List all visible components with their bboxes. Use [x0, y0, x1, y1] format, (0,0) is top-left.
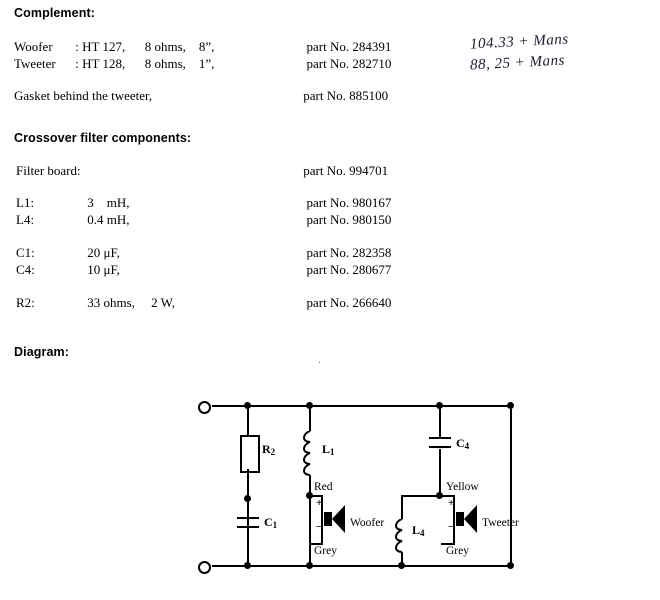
- complement-row-label: Gasket behind the tweeter,: [14, 88, 153, 103]
- handwritten-note-2: 88, 25 + Mans: [469, 52, 566, 74]
- crossover-row-label: L4:: [16, 212, 35, 227]
- wire-r2-top: [247, 405, 249, 435]
- crossover-row-label: L1:: [16, 195, 35, 210]
- inductor-l4: [394, 519, 410, 555]
- label-red-wire: Red: [314, 481, 333, 493]
- crossover-row-part: part No. 980150: [306, 212, 392, 227]
- label-l4: $L_4$: [412, 523, 425, 538]
- handwritten-note-1: 104.33 + Mans: [469, 31, 570, 53]
- crossover-row-value: 33 ohms, 2 W,: [87, 295, 176, 310]
- crossover-row-value: 0.4 mH,: [87, 212, 130, 227]
- complement-row-part: part No. 284391: [306, 39, 392, 54]
- complement-row: [14, 88, 388, 104]
- crossover-row-part: part No. 282358: [306, 245, 392, 260]
- wire-c4-top: [439, 405, 441, 437]
- complement-row-label: Woofer: [14, 39, 53, 54]
- junction-dot: [398, 562, 405, 569]
- diagram-heading: Diagram:: [14, 345, 69, 359]
- label-grey-wire-right: Grey: [446, 545, 469, 557]
- crossover-row: [16, 245, 391, 261]
- wire-bottom-rail: [212, 565, 512, 567]
- crossover-row-value: 10 μF,: [87, 262, 120, 277]
- complement-row-spec: : HT 128, 8 ohms, 1”,: [75, 56, 215, 71]
- label-grey-wire-left: Grey: [314, 545, 337, 557]
- polarity-minus-tweeter: −: [448, 521, 455, 533]
- crossover-row: [16, 295, 391, 311]
- crossover-row: [16, 262, 391, 278]
- crossover-row-part: part No. 994701: [303, 163, 389, 178]
- inductor-l1: [302, 431, 318, 477]
- wire-right-rail: [510, 405, 512, 567]
- crossover-row-part: part No. 980167: [306, 195, 392, 210]
- label-c1: $C_1$: [264, 515, 278, 530]
- junction-dot: [306, 562, 313, 569]
- crossover-row-value: 20 μF,: [87, 245, 120, 260]
- crossover-circuit-diagram: [190, 395, 610, 585]
- crossover-row-label: Filter board:: [16, 163, 81, 178]
- label-l1: $L_1$: [322, 442, 335, 457]
- polarity-plus-woofer: +: [316, 497, 323, 509]
- junction-dot: [507, 402, 514, 409]
- wire-c4-bottom: [439, 449, 441, 495]
- complement-row: [14, 39, 391, 55]
- input-terminal-negative: [198, 561, 211, 574]
- junction-dot: [306, 492, 313, 499]
- crossover-row-part: part No. 280677: [306, 262, 392, 277]
- crossover-heading: Crossover filter components:: [14, 131, 192, 145]
- crossover-row: [16, 195, 391, 211]
- stray-mark: ·: [318, 358, 322, 369]
- label-woofer: Woofer: [350, 517, 385, 529]
- complement-row-spec: : HT 127, 8 ohms, 8”,: [75, 39, 215, 54]
- label-yellow-wire: Yellow: [446, 481, 479, 493]
- crossover-row-label: C1:: [16, 245, 35, 260]
- junction-dot: [244, 402, 251, 409]
- speaker-tweeter-icon: [455, 503, 479, 535]
- wire-l1-bottom: [309, 475, 311, 565]
- junction-dot: [436, 402, 443, 409]
- speaker-woofer-icon: [323, 503, 347, 535]
- junction-dot: [436, 492, 443, 499]
- resistor-r2: [240, 435, 260, 473]
- wire-top-rail: [212, 405, 512, 407]
- label-tweeter: Tweeter: [482, 517, 519, 529]
- polarity-minus-woofer: −: [316, 521, 323, 533]
- junction-dot: [244, 562, 251, 569]
- complement-row-part: part No. 885100: [303, 88, 389, 103]
- crossover-row-part: part No. 266640: [306, 295, 392, 310]
- crossover-row: [16, 163, 388, 179]
- label-c4: $C_4$: [456, 436, 470, 451]
- complement-heading: Complement:: [14, 6, 95, 20]
- complement-row-label: Tweeter: [14, 56, 56, 71]
- crossover-row: [16, 212, 391, 228]
- junction-dot: [244, 495, 251, 502]
- crossover-row-label: C4:: [16, 262, 35, 277]
- label-r2: $R_2$: [262, 442, 276, 457]
- wire-l4-top: [401, 495, 441, 497]
- crossover-row-value: 3 mH,: [87, 195, 130, 210]
- junction-dot: [306, 402, 313, 409]
- complement-row-part: part No. 282710: [306, 56, 392, 71]
- wire-l4-upper: [401, 495, 403, 519]
- capacitor-c4: [429, 437, 451, 449]
- capacitor-c1: [237, 517, 259, 529]
- input-terminal-positive: [198, 401, 211, 414]
- polarity-plus-tweeter: +: [448, 497, 455, 509]
- junction-dot: [507, 562, 514, 569]
- crossover-row-label: R2:: [16, 295, 35, 310]
- complement-row: [14, 56, 391, 72]
